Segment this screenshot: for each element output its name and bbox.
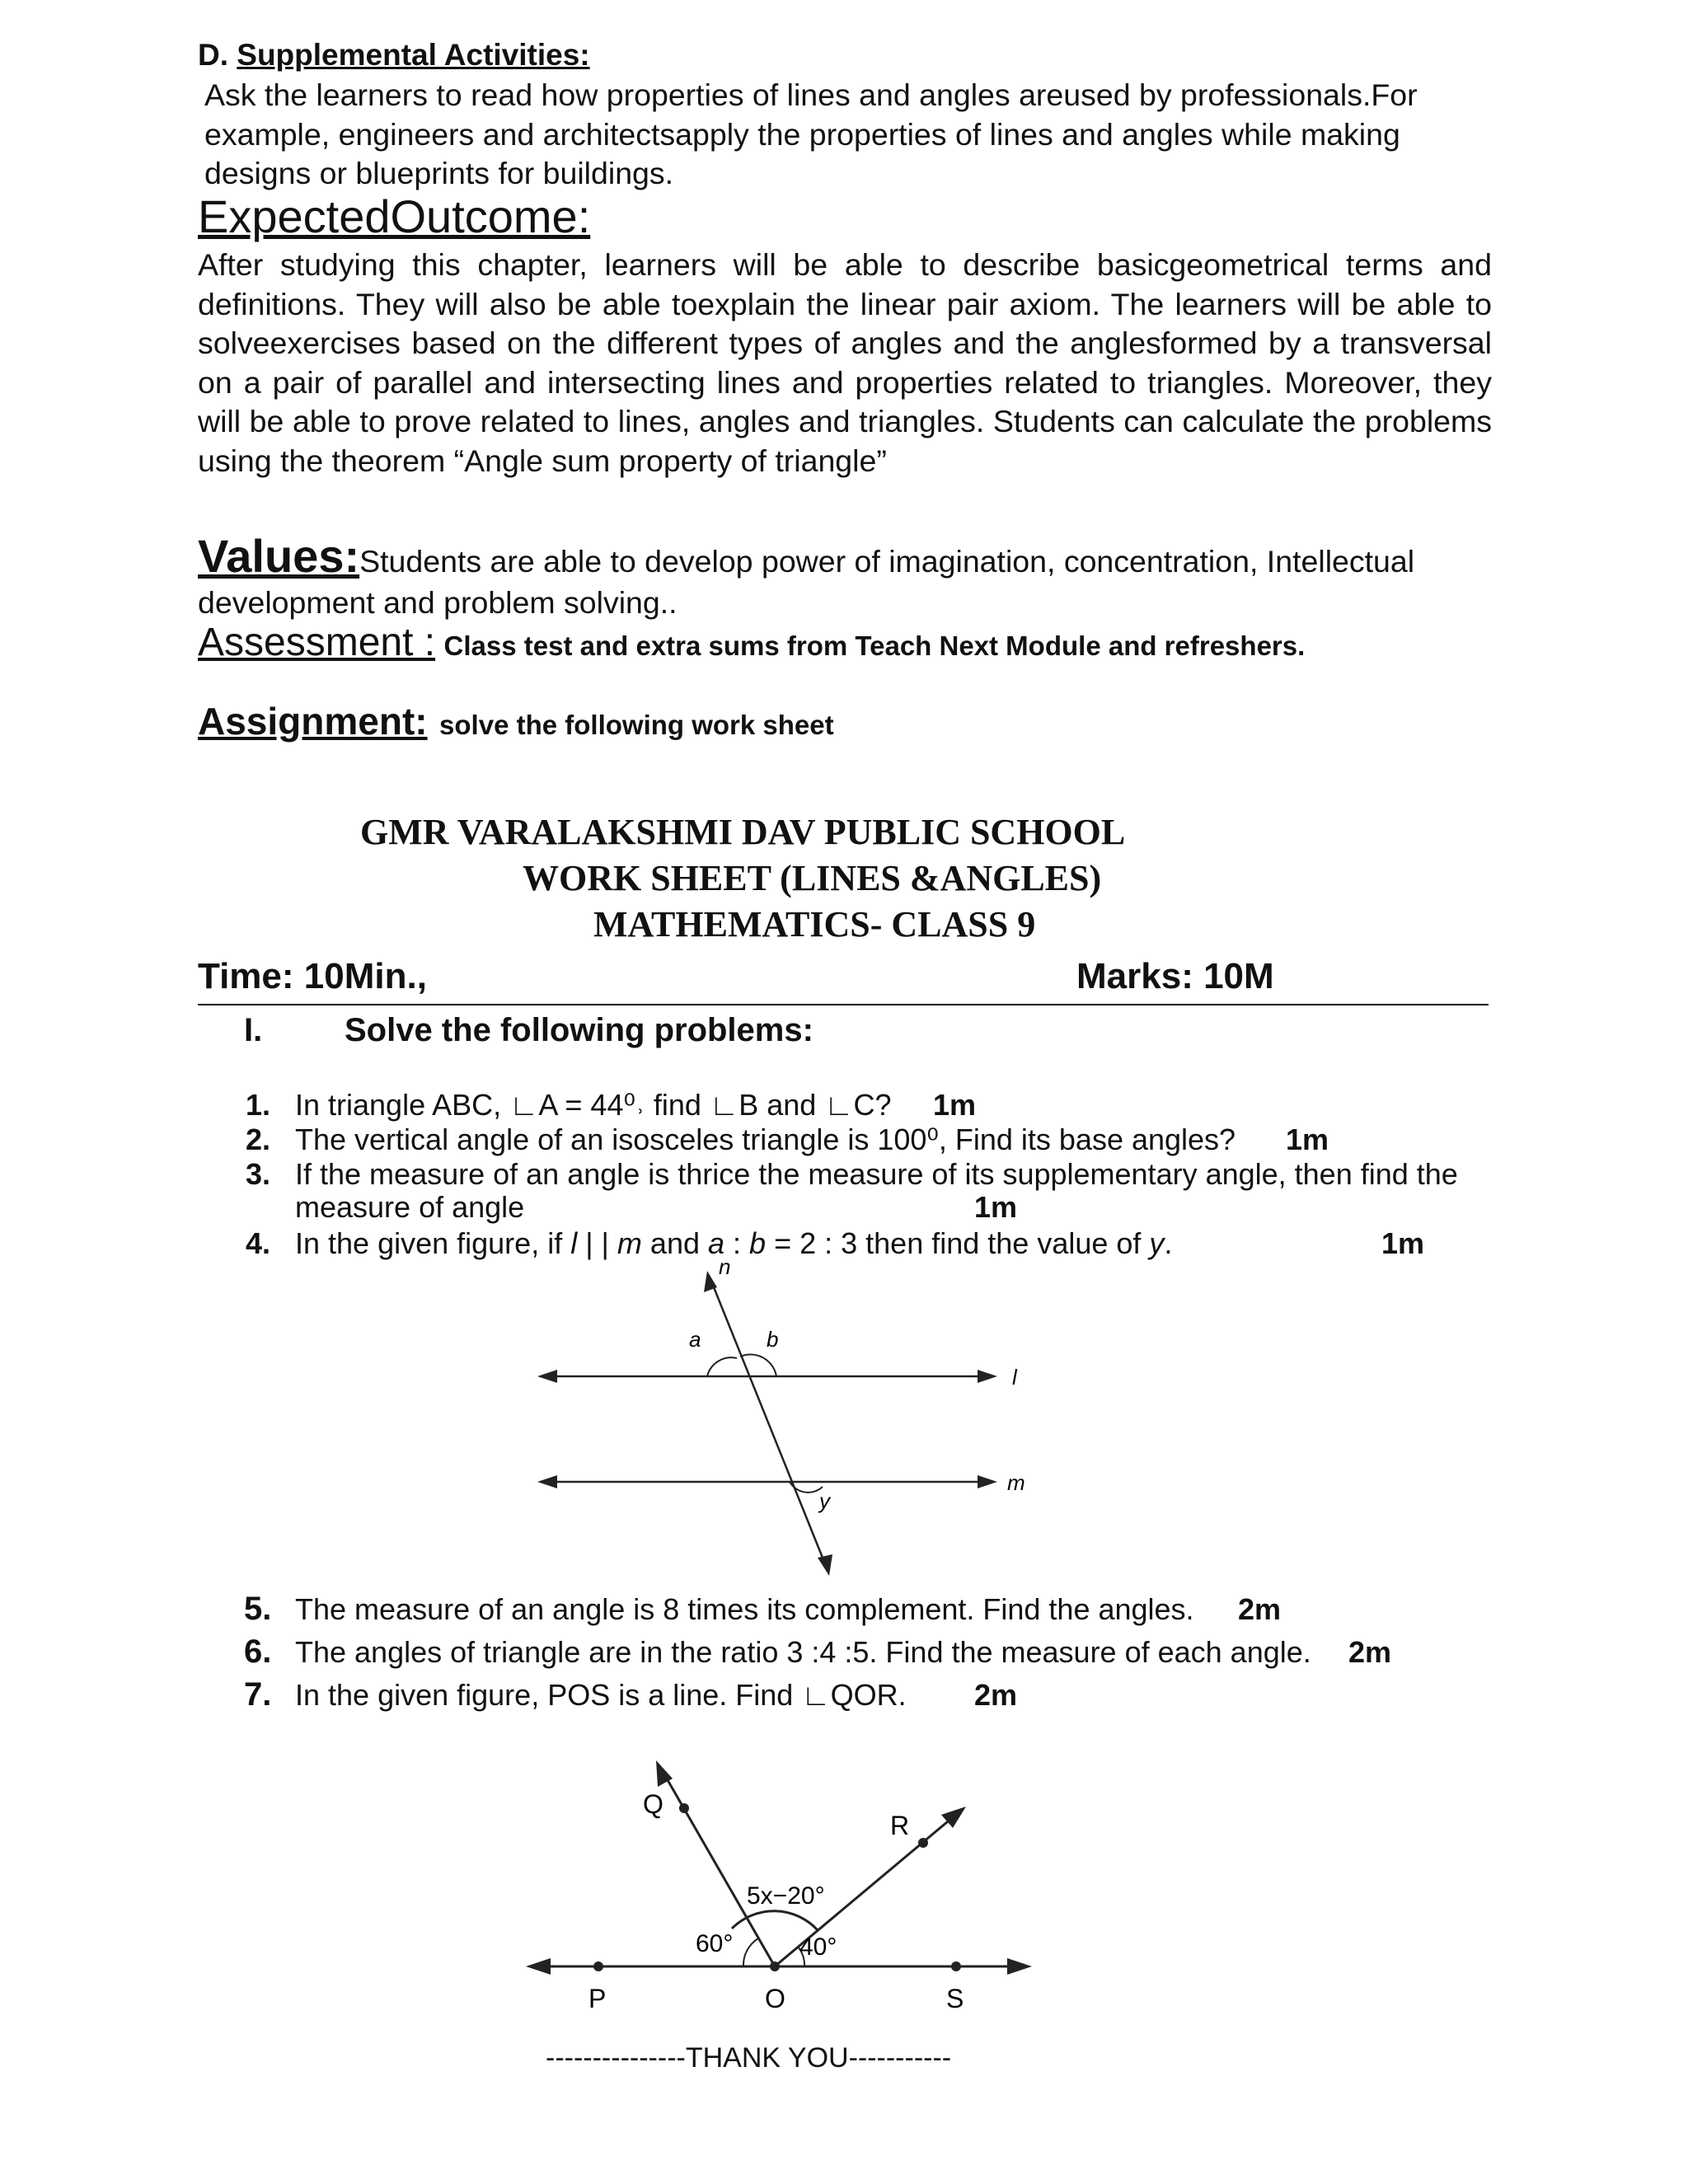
supplemental-text: Ask the learners to read how properties of lines and angles areused by professionals.For example, engineers and architectsapply the properties of lines and angles while making designs or blueprints for buildings. <box>204 77 1418 190</box>
question-7-number: 7. <box>244 1676 272 1713</box>
figure-parallel-lines <box>528 1261 1039 1599</box>
question-7-mark: 2m <box>974 1678 1018 1712</box>
label-angle-qor: 5x−20° <box>747 1882 825 1910</box>
assignment-text: solve the following work sheet <box>439 710 834 740</box>
angle-arc-a <box>707 1357 737 1376</box>
arrowhead-icon <box>978 1370 997 1383</box>
label-angle-60: 60° <box>696 1930 734 1957</box>
header-rule <box>198 1004 1489 1005</box>
footer-thank-you: ---------------THANK YOU----------- <box>546 2042 952 2074</box>
question-5-number: 5. <box>244 1591 272 1627</box>
question-4-mark: 1m <box>1381 1226 1425 1260</box>
label-o: O <box>765 1984 785 2013</box>
question-1-mark: 1m <box>933 1088 977 1122</box>
label-m: m <box>1007 1470 1025 1495</box>
supplemental-title: Supplemental Activities: <box>237 38 590 72</box>
question-7-text: In the given figure, POS is a line. Find ∟QOR. <box>295 1678 907 1712</box>
worksheet-time: Time: 10Min., <box>198 956 427 996</box>
label-a: a <box>689 1327 701 1352</box>
values-text: Students are able to develop power of imagination, concentration, Intellectual development and problem solving.. <box>198 544 1415 620</box>
point-o <box>770 1961 780 1971</box>
assessment-block <box>198 620 1305 665</box>
question-3-text-line2: measure of angle <box>295 1190 525 1224</box>
q4-var-b: b <box>749 1226 767 1260</box>
point-s <box>951 1961 961 1971</box>
arrowhead-icon <box>537 1370 557 1383</box>
figure-line-pos <box>519 1755 1047 2027</box>
arrowhead-icon <box>537 1475 557 1488</box>
arrowhead-icon <box>978 1475 997 1488</box>
question-5-mark: 2m <box>1238 1592 1282 1626</box>
label-y: y <box>819 1488 830 1513</box>
assessment-text: Class test and extra sums from Teach Next Module and refreshers. <box>443 630 1306 661</box>
worksheet-subject: MATHEMATICS- CLASS 9 <box>593 904 1036 944</box>
label-p: P <box>588 1984 607 2013</box>
section-title: Solve the following problems: <box>345 1012 814 1048</box>
values-heading: Values: <box>198 530 360 582</box>
question-2-mark: 1m <box>1286 1122 1329 1156</box>
assignment-block <box>198 699 834 743</box>
question-2-text: The vertical angle of an isosceles triangle is 100⁰, Find its base angles? <box>295 1122 1236 1156</box>
school-name: GMR VARALAKSHMI DAV PUBLIC SCHOOL <box>360 812 1126 852</box>
q4-var-y: y <box>1149 1226 1165 1260</box>
label-l: l <box>1012 1365 1017 1390</box>
label-angle-40: 40° <box>799 1933 837 1961</box>
supplemental-heading <box>198 38 590 73</box>
expected-outcome-text: After studying this chapter, learners will be able to describe basicgeometrical terms and definitions. They will also be able toexplain the linear pair axiom. The learners will be able to solveexercises based on the different types of angles and the anglesformed by a transversal on a pair of parallel and intersecting lines and properties related to triangles. Moreover, they will be able to prove related to lines, angles and triangles. Students can calculate the problems using the theorem “Angle sum property of triangle” <box>198 247 1492 478</box>
q4-part: : <box>724 1226 750 1260</box>
question-5-text: The measure of an angle is 8 times its complement. Find the angles. <box>295 1592 1194 1626</box>
assignment-heading: Assignment: <box>198 700 428 743</box>
label-s: S <box>946 1984 964 2013</box>
q4-part: In the given figure, if <box>295 1226 571 1260</box>
question-3-text: If the measure of an angle is thrice the measure of its supplementary angle, then find the <box>295 1157 1458 1191</box>
expected-outcome-heading: ExpectedOutcome: <box>198 190 591 242</box>
question-3-mark: 1m <box>974 1190 1018 1224</box>
point-p <box>593 1961 603 1971</box>
q4-var-a: a <box>708 1226 725 1260</box>
q4-part: | | <box>577 1226 617 1260</box>
q4-part: . <box>1164 1226 1173 1260</box>
q4-part: = 2 : 3 then find the value of <box>766 1226 1150 1260</box>
angle-arc-y <box>790 1482 823 1493</box>
question-3-number: 3. <box>246 1157 271 1191</box>
point-r <box>918 1838 928 1848</box>
assessment-heading: Assessment : <box>198 621 436 664</box>
worksheet-marks: Marks: 10M <box>1076 956 1274 996</box>
arrowhead-icon <box>818 1554 832 1576</box>
label-n: n <box>719 1261 731 1279</box>
question-6-mark: 2m <box>1348 1635 1392 1669</box>
angle-arc-60 <box>743 1938 758 1966</box>
question-2-number: 2. <box>246 1122 271 1156</box>
label-q: Q <box>643 1789 663 1819</box>
question-4-text <box>295 1226 1172 1261</box>
question-6-number: 6. <box>244 1633 272 1670</box>
transversal-n <box>710 1279 826 1566</box>
question-4-number: 4. <box>246 1226 271 1260</box>
arrowhead-icon <box>526 1958 551 1975</box>
question-6-text: The angles of triangle are in the ratio 3 :4 :5. Find the measure of each angle. <box>295 1635 1311 1669</box>
label-b: b <box>767 1327 779 1352</box>
q4-var-m: m <box>617 1226 642 1260</box>
question-1-text: In triangle ABC, ∟A = 44⁰˒ find ∟B and ∟C? <box>295 1088 892 1122</box>
question-1-number: 1. <box>246 1088 271 1122</box>
point-q <box>679 1803 689 1813</box>
supplemental-prefix: D. <box>198 38 228 72</box>
label-r: R <box>890 1811 910 1840</box>
arrowhead-icon <box>1007 1958 1032 1975</box>
values-block <box>198 530 1484 623</box>
q4-part: and <box>641 1226 708 1260</box>
q4-var-l: l <box>570 1226 578 1260</box>
worksheet-title: WORK SHEET (LINES &ANGLES) <box>523 858 1102 898</box>
section-number: I. <box>244 1012 263 1048</box>
